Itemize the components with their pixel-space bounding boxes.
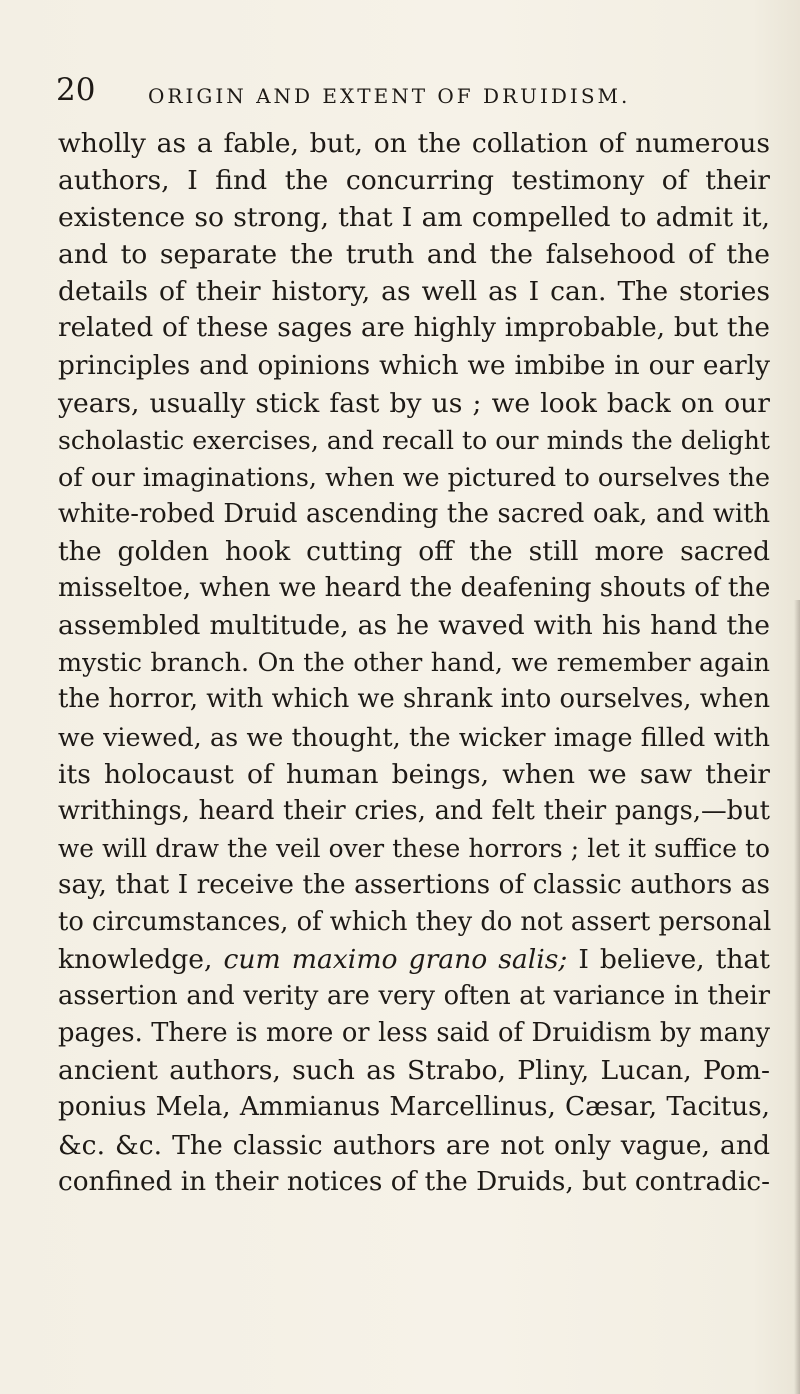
text-line: say, that I receive the assertions of classic authors as bbox=[58, 869, 770, 900]
text-line: years, usually stick fast by us ; we look back on our bbox=[58, 387, 770, 419]
text-line: white-robed Druid ascending the sacred oak, and with bbox=[58, 498, 770, 529]
text-line: writhings, heard their cries, and felt their pangs,—but bbox=[58, 795, 770, 826]
text-fragment: I believe, that bbox=[567, 944, 770, 976]
page-header bbox=[56, 72, 746, 112]
text-line: details of their history, as well as I can. The stories bbox=[58, 276, 770, 308]
running-head: ORIGIN AND EXTENT OF DRUIDISM. bbox=[148, 84, 631, 108]
text-line: authors, I find the concurring testimony of their bbox=[58, 165, 770, 197]
text-line: principles and opinions which we imbibe in our early bbox=[58, 350, 770, 381]
text-line: its holocaust of human beings, when we saw their bbox=[58, 758, 770, 790]
text-line: ancient authors, such as Strabo, Pliny, Lucan, Pom- bbox=[58, 1055, 770, 1087]
page-number: 20 bbox=[56, 72, 96, 108]
latin-phrase: cum maximo grano salis; bbox=[223, 944, 568, 976]
text-line: confined in their notices of the Druids, but contradic- bbox=[58, 1166, 770, 1197]
text-line: assembled multitude, as he waved with his hand the bbox=[58, 610, 770, 642]
text-line: wholly as a fable, but, on the collation of numerous bbox=[58, 128, 770, 159]
text-line: ponius Mela, Ammianus Marcellinus, Cæsar, Tacitus, bbox=[58, 1092, 770, 1123]
body-text bbox=[58, 125, 770, 1201]
text-line: mystic branch. On the other hand, we remember again bbox=[58, 647, 770, 678]
text-line: pages. There is more or less said of Druidism by many bbox=[58, 1018, 770, 1049]
text-line-with-latin-phrase bbox=[58, 941, 770, 978]
text-line: the golden hook cutting off the still more sacred bbox=[58, 536, 770, 568]
text-line: assertion and verity are very often at variance in their bbox=[58, 981, 770, 1012]
text-line: to circumstances, of which they do not assert personal bbox=[58, 906, 772, 937]
text-line: we viewed, as we thought, the wicker image filled with bbox=[58, 721, 770, 752]
text-line: existence so strong, that I am compelled to admit it, bbox=[58, 202, 770, 234]
page-edge-shadow bbox=[794, 600, 800, 1394]
text-line: scholastic exercises, and recall to our minds the delight bbox=[58, 425, 770, 455]
text-line: the horror, with which we shrank into ourselves, when bbox=[58, 684, 770, 715]
text-line: of our imaginations, when we pictured to ourselves the bbox=[58, 461, 770, 492]
text-line: &c. &c. The classic authors are not only vague, and bbox=[58, 1129, 770, 1161]
text-line: we will draw the veil over these horrors ; let it suffice to bbox=[58, 833, 770, 863]
text-line: related of these sages are highly improbable, but the bbox=[58, 313, 770, 344]
text-line: misseltoe, when we heard the deafening shouts of the bbox=[58, 573, 771, 604]
text-fragment: knowledge, bbox=[58, 944, 224, 976]
text-line: and to separate the truth and the falsehood of the bbox=[58, 239, 770, 271]
